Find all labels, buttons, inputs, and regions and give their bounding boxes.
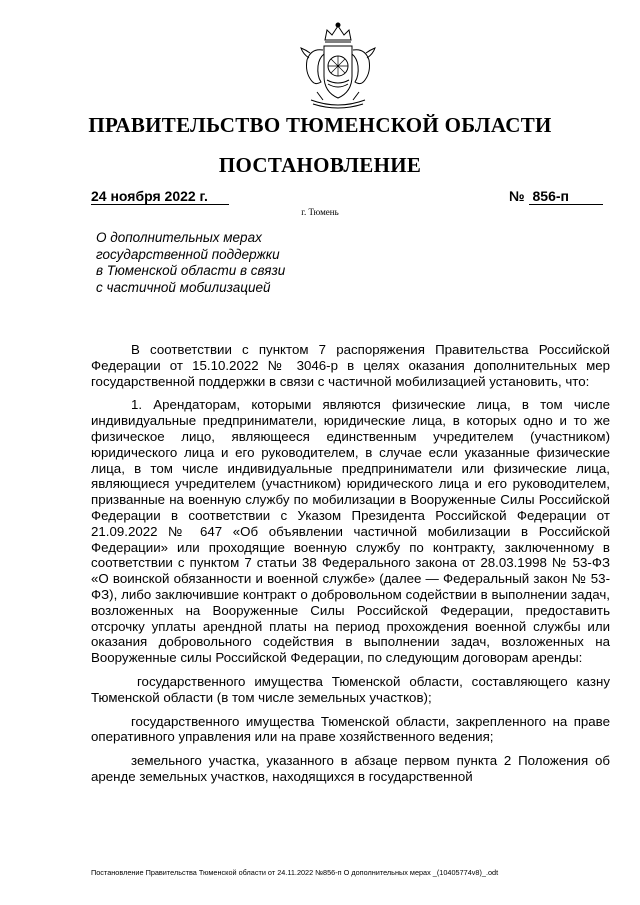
body-paragraph: земельного участка, указанного в абзаце первом пункта 2 Положения об аренде земельных участков, находящихся в государственной [91, 753, 610, 784]
document-body [91, 342, 610, 785]
organization-title: ПРАВИТЕЛЬСТВО ТЮМЕНСКОЙ ОБЛАСТИ [88, 113, 552, 137]
document-number-block [509, 188, 605, 205]
body-paragraph: государственного имущества Тюменской области, закрепленного на праве оперативного управления или на праве хозяйственного ведения; [91, 713, 610, 745]
subject-line: О дополнительных мерах [96, 230, 262, 245]
body-paragraph: государственного имущества Тюменской области, составляющего казну Тюменской области (в том числе земельных участков); [91, 673, 610, 705]
city-label: г. Тюмень [301, 207, 339, 217]
coat-of-arms-emblem [297, 20, 379, 112]
document-date: 24 ноября 2022 г. [91, 188, 229, 205]
subject-line: государственной поддержки [96, 246, 280, 262]
number-sign: № [509, 188, 525, 204]
body-paragraph: 1. Арендаторам, которыми являются физические лица, в том числе индивидуальные предприниматели, юридические лица, в которых одно и то же физическое лицо, являющееся единственным учредителем (участником) юридического лица и его руководителем, в случае если указанные физические лица, в том числе индивидуальные предприниматели или физические лица, являющиеся учредителем (участником) юридического лица и его руководителем, призванные на военную службу по мобилизации в Вооруженные Силы Российской Федерации в соответствии с Указом Президента Российской Федерации от 21.09.2022 № 647 «Об объявлении частичной мобилизации в Российской Федерации» или проходящие военную службу по контракту, заключенному в соответствии с пунктом 7 статьи 38 Федерального закона от 28.03.1998 № 53-ФЗ «О воинской обязанности и военной службе» (далее — Федеральный закон № 53-ФЗ), либо заключившие контракт о добровольном содействии в выполнении задач, возложенных на Вооруженные Силы Российской Федерации, предоставить отсрочку уплаты арендной платы на период прохождения военной службы или оказания добровольного содействия в выполнении задач, возложенных на Вооруженные силы Российской Федерации, по следующим договорам аренды: [91, 397, 610, 666]
subject-line: с частичной мобилизацией [96, 279, 271, 295]
document-number: 856-п [529, 188, 603, 205]
page-footer: Постановление Правительства Тюменской области от 24.11.2022 №856-п О дополнительных мерах _(10405774v8)_.odt [91, 868, 499, 877]
subject-line: в Тюменской области в связи [96, 263, 286, 278]
document-type-title: ПОСТАНОВЛЕНИЕ [218, 153, 422, 177]
document-subject [96, 230, 316, 296]
body-paragraph: В соответствии с пунктом 7 распоряжения Правительства Российской Федерации от 15.10.2022 № 3046-р в целях оказания дополнительных мер государственной поддержки в связи с частичной мобилизацией установить, что: [91, 342, 610, 389]
